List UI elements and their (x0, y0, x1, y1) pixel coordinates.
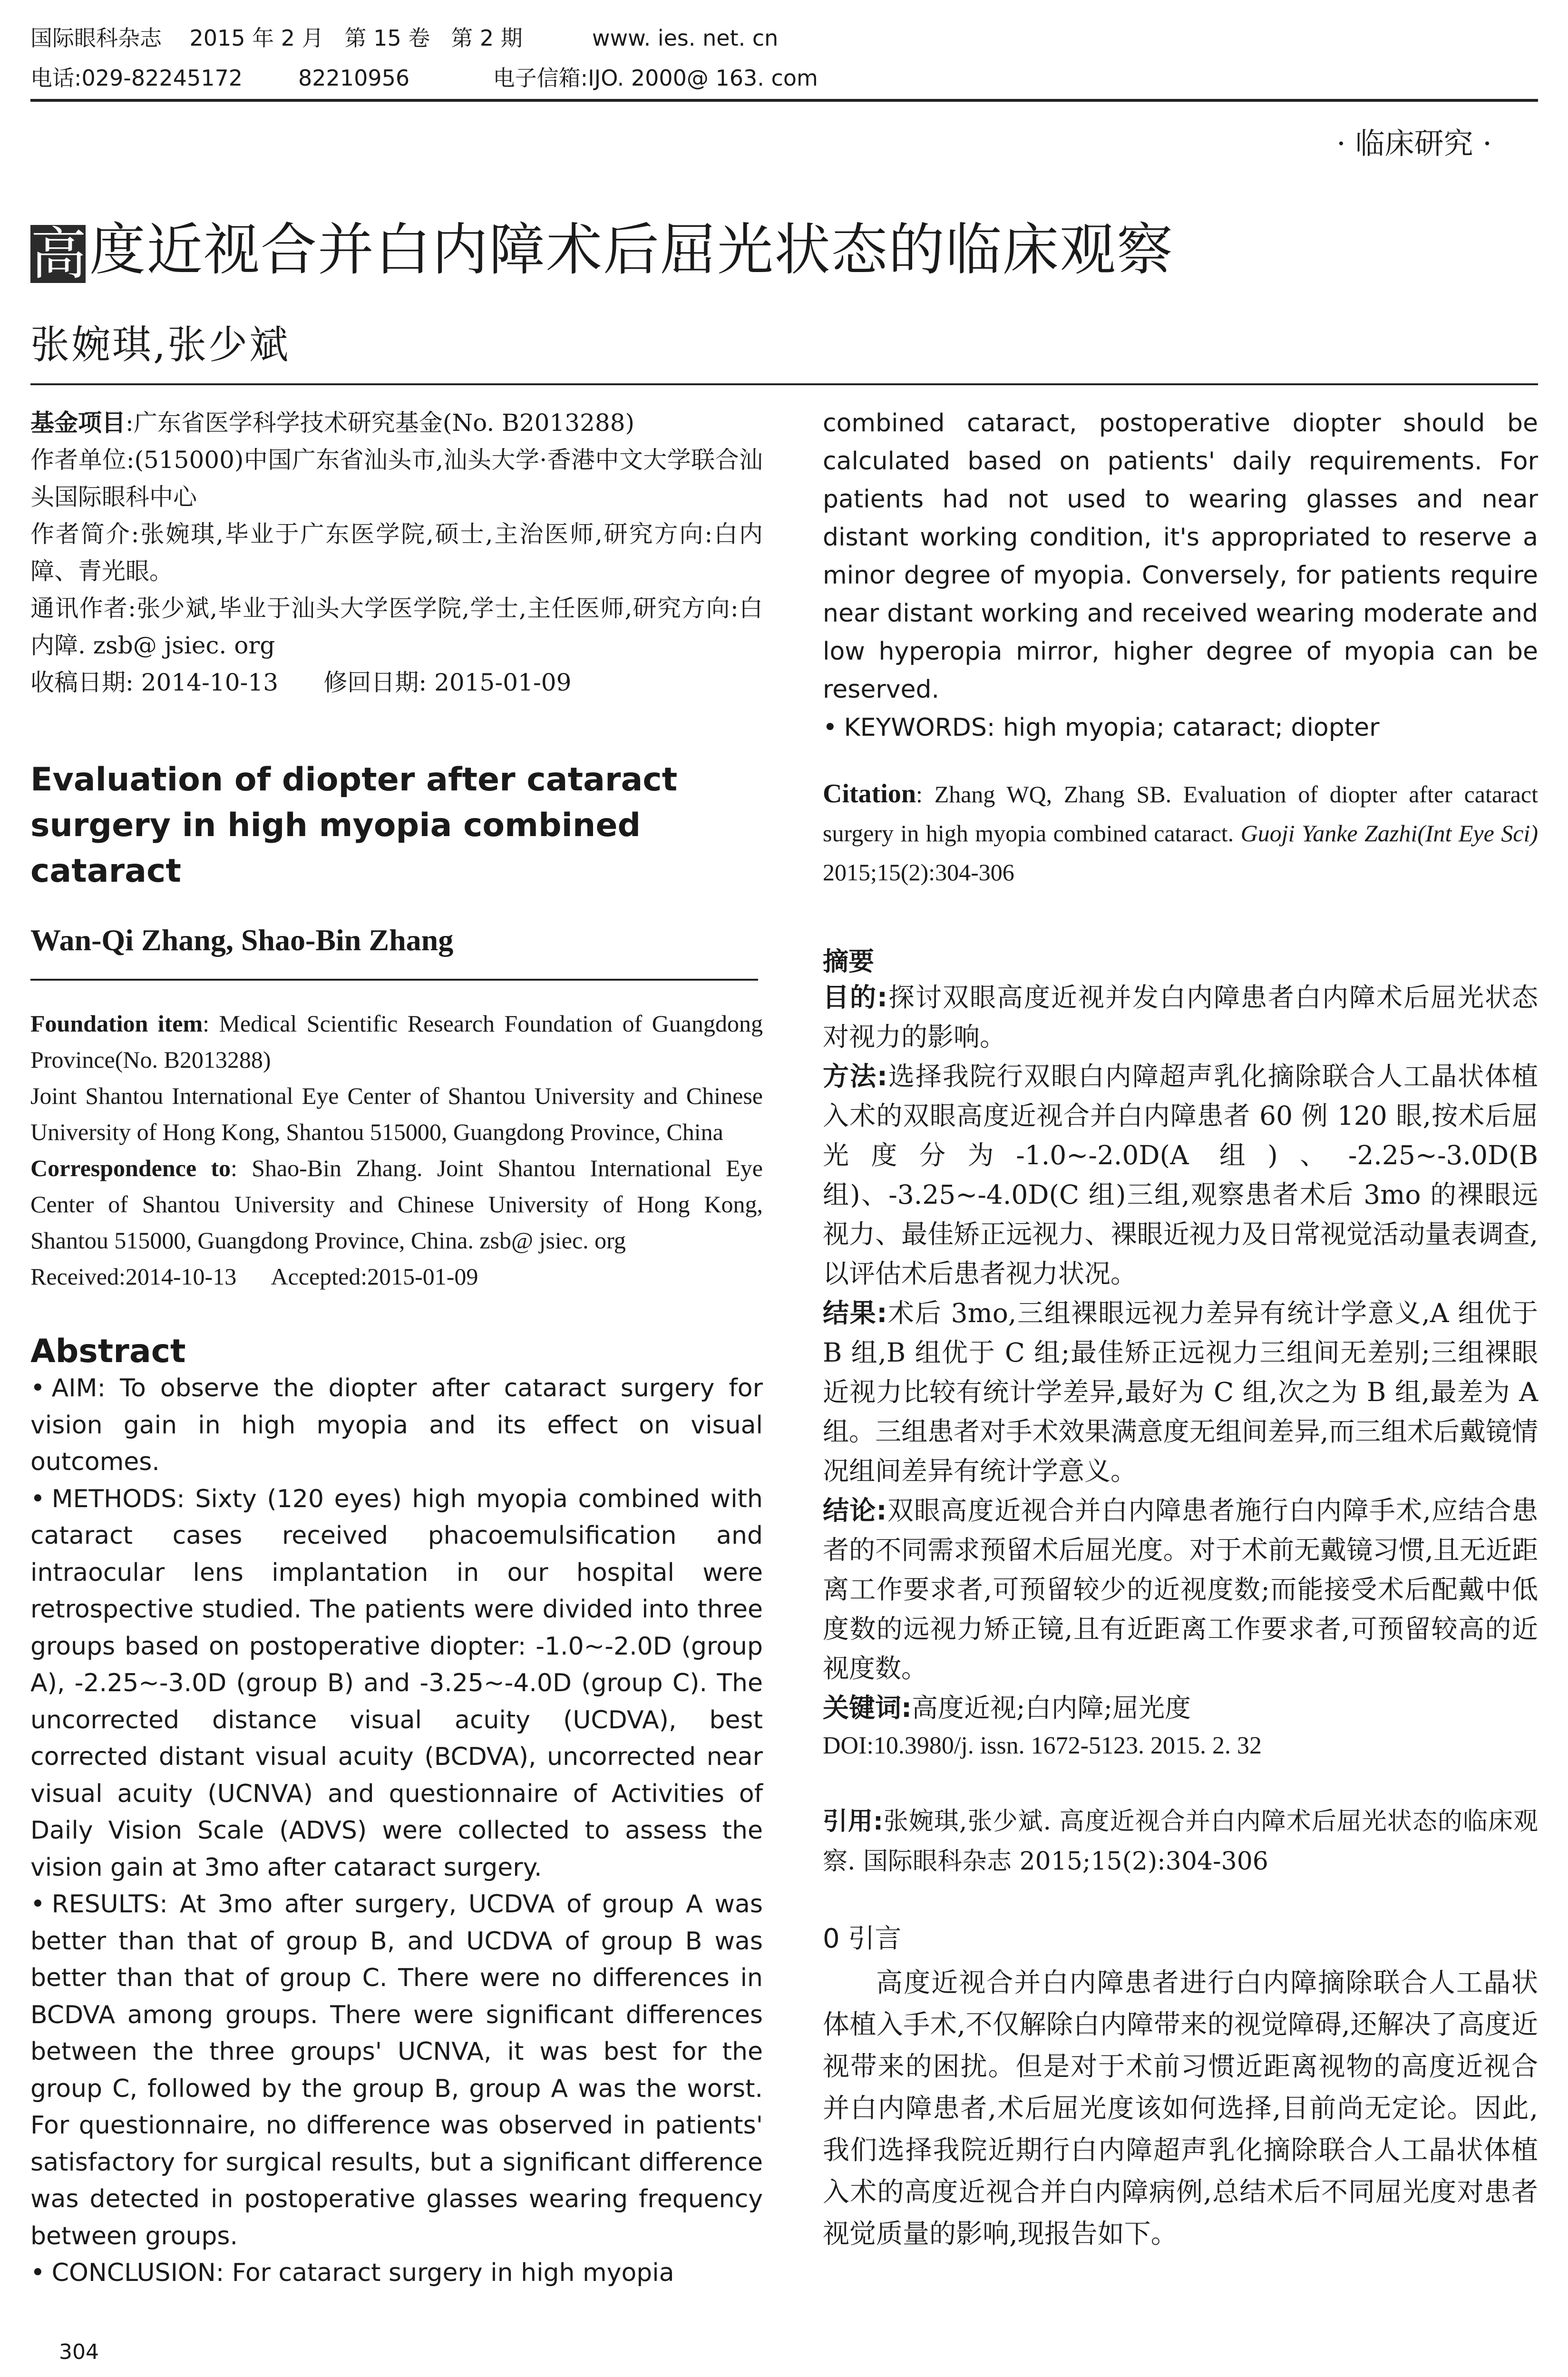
bullet: • (30, 1374, 45, 1403)
correspondence-label: Correspondence to (30, 1155, 231, 1181)
foundation-text: : Medical Scientific Research Foundation of Guangdong Province(No. B2013288) (30, 1010, 763, 1073)
abstract-results (30, 1886, 763, 2255)
cn-keywords (823, 1688, 1538, 1728)
conclusion-label: 结论: (823, 1495, 887, 1526)
journal-header-line: 国际眼科杂志 2015 年 2 月 第 15 卷 第 2 期 www. ies. net. cn (30, 25, 779, 51)
affiliation-en: Joint Shantou International Eye Center of Shantou University and Chinese University of Hong Kong, Shantou 515000, Guangdong Province, China (30, 1082, 763, 1145)
abstract-heading: Abstract (30, 1333, 186, 1370)
abstract-conclusion-start (30, 2255, 763, 2292)
bullet: • (30, 2259, 45, 2287)
title-divider (30, 383, 1538, 385)
keywords-label: 关键词: (823, 1693, 912, 1723)
citation-cn-label: 引用: (823, 1807, 883, 1836)
citation-journal: Guoji Yanke Zazhi(Int Eye Sci) (1240, 820, 1538, 847)
cn-abstract-methods (823, 1057, 1538, 1294)
conclusion-cn-text: 双眼高度近视合并白内障患者施行白内障手术,应结合患者的不同需求预留术后屈光度。对于术前无戴镜习惯,且无近距离工作要求者,可预留较少的近视度数;而能接受术后配戴中低度数的远视力矫正镜,且有近距离工作要求者,可预留较高的近视度数。 (823, 1495, 1539, 1684)
cn-meta-block (30, 404, 763, 701)
fund-label: 基金项目 (30, 409, 126, 437)
authors-cn: 张婉琪,张少斌 (30, 322, 291, 368)
doi[interactable]: DOI:10.3980/j. issn. 1672-5123. 2015. 2. 32 (823, 1732, 1262, 1759)
fund-line (30, 404, 763, 441)
author-bio: 作者简介:张婉琪,毕业于广东医学院,硕士,主治医师,研究方向:白内障、青光眼。 (30, 520, 763, 585)
en-title-divider (30, 979, 758, 981)
authors-en: Wan-Qi Zhang, Shao-Bin Zhang (30, 923, 454, 957)
citation-en (823, 774, 1538, 892)
citation-cn-text: 张婉琪,张少斌. 高度近视合并白内障术后屈光状态的临床观察. 国际眼科杂志 2015;15(2):304-306 (823, 1807, 1539, 1876)
citation-text: : Zhang WQ, Zhang SB. Evaluation of diopter after cataract surgery in high myopia combined cataract. (823, 781, 1538, 847)
cn-abstract-conclusion (823, 1491, 1538, 1688)
keywords-cn-text: 高度近视;白内障;屈光度 (912, 1693, 1191, 1723)
citation-label: Citation (823, 779, 916, 809)
abstract-keywords (823, 709, 1538, 747)
abstract-aim (30, 1370, 763, 1481)
article-title-en: Evaluation of diopter after cataract surgery in high myopia combined cataract (30, 761, 678, 890)
foundation-label: Foundation item (30, 1010, 203, 1037)
bullet: • (30, 1890, 45, 1919)
foundation-item (30, 1005, 763, 1078)
keywords-text: KEYWORDS: high myopia; cataract; diopter (844, 713, 1380, 742)
cn-abstract-aim (823, 978, 1538, 1057)
en-meta-block (30, 1005, 763, 1295)
methods-text: METHODS: Sixty (120 eyes) high myopia combined with cataract cases received phacoemulsification and intraocular lens implantation in our hospital were retrospective studied. The patients were divided into three groups based on postoperative diopter: -1.0~-2.0D (group A), -2.25~-3.0D (group B) and -3.25~-4.0D (group C). The uncorrected distance visual acuity (UCDVA), best corrected distant visual acuity (BCDVA), uncorrected near visual acuity (UCNVA) and questionnaire of Activities of Daily Vision Scale (ADVS) were collected to assess the vision gain at 3mo after cataract surgery. (30, 1484, 763, 1882)
aim-label: 目的: (823, 982, 887, 1013)
conclusion-start-text: CONCLUSION: For cataract surgery in high myopia (51, 2259, 674, 2287)
methods-cn-text: 选择我院行双眼白内障超声乳化摘除联合人工晶状体植入术的双眼高度近视合并白内障患者 60 例 120 眼,按术后屈光度分为-1.0~-2.0D(A 组)、-2.25~-3.0D(B 组)、-3.25~-4.0D(C 组)三组,观察患者术后 3mo 的裸眼远视力、最佳矫正远视力、裸眼近视力及日常视觉活动量表调查,以评估术后患者视力状况。 (823, 1061, 1538, 1289)
section-tag: · 临床研究 · (1336, 126, 1492, 161)
correspondence-en (30, 1150, 763, 1258)
citation-tail: 2015;15(2):304-306 (823, 859, 1014, 886)
title-drop-char: 高 (30, 221, 88, 287)
article-title-cn (30, 205, 1174, 285)
right-column (823, 404, 1538, 2255)
intro-heading: 0 引言 (823, 1923, 902, 1954)
methods-label: 方法: (823, 1061, 887, 1091)
header-divider (30, 99, 1538, 102)
results-label: 结果: (823, 1298, 887, 1328)
intro-paragraph: 高度近视合并白内障患者进行白内障摘除联合人工晶状体植入手术,不仅解除白内障带来的视觉障碍,还解决了高度近视带来的困扰。但是对于术前习惯近距离视物的高度近视合并白内障患者,术后屈光度该如何选择,目前尚无定论。因此,我们选择我院近期行白内障超声乳化摘除联合人工晶状体植入术的高度近视合并白内障病例,总结术后不同屈光度对患者视觉质量的影响,现报告如下。 (823, 1968, 1538, 2250)
cn-abstract-heading: 摘要 (823, 946, 874, 976)
results-cn-text: 术后 3mo,三组裸眼远视力差异有统计学意义,A 组优于 B 组,B 组优于 C 组;最佳矫正远视力三组间无差别;三组裸眼近视力比较有统计学差异,最好为 C 组,次之为 B 组,最差为 A 组。三组患者对手术效果满意度无组间差异,而三组术后戴镜情况组间差异有统计学意义。 (823, 1298, 1538, 1486)
bullet: • (30, 1484, 45, 1513)
fund-text: :广东省医学科学技术研究基金(No. B2013288) (126, 409, 635, 437)
cn-abstract-results (823, 1294, 1538, 1491)
bullet: • (823, 713, 838, 742)
aim-cn-text: 探讨双眼高度近视并发白内障患者白内障术后屈光状态对视力的影响。 (823, 982, 1538, 1052)
author-unit: 作者单位:(515000)中国广东省汕头市,汕头大学·香港中文大学联合汕头国际眼科中心 (30, 446, 763, 511)
page-number: 304 (59, 2340, 99, 2364)
title-text: 度近视合并白内障术后屈光状态的临床观察 (89, 217, 1174, 283)
aim-text: AIM: To observe the diopter after cataract surgery for vision gain in high myopia and its effect on visual outcomes. (30, 1374, 763, 1476)
dates-en: Received:2014-10-13 Accepted:2015-01-09 (30, 1263, 478, 1290)
abstract-conclusion-cont: combined cataract, postoperative diopter should be calculated based on patients' daily requirements. For patients had not used to wearing glasses and near distant working condition, it's appropriated to reserve a minor degree of myopia. Conversely, for patients require near distant working and received wearing moderate and low hyperopia mirror, higher degree of myopia can be reserved. (823, 409, 1538, 704)
left-column (30, 404, 763, 2292)
citation-cn (823, 1802, 1538, 1881)
correspondence-text: : Shao-Bin Zhang. Joint Shantou International Eye Center of Shantou University and Chinese University of Hong Kong, Shantou 515000, Guangdong Province, China. zsb@ jsiec. org (30, 1155, 763, 1254)
abstract-methods (30, 1481, 763, 1887)
corresponding-author: 通讯作者:张少斌,毕业于汕头大学医学院,学士,主任医师,研究方向:白内障. zsb@ jsiec. org (30, 594, 763, 659)
journal-contact-line: 电话:029-82245172 82210956 电子信箱:IJO. 2000@ 163. com (30, 65, 818, 91)
dates-cn: 收稿日期: 2014-10-13 修回日期: 2015-01-09 (30, 669, 572, 696)
results-text: RESULTS: At 3mo after surgery, UCDVA of group A was better than that of group B, and UCDVA of group B was better than that of group C. There were no differences in BCDVA among groups. There were significant differences between the three groups' UCNVA, it was best for the group C, followed by the group B, group A was the worst. For questionnaire, no difference was observed in patients' satisfactory for surgical results, but a significant difference was detected in postoperative glasses wearing frequency between groups. (30, 1890, 763, 2250)
